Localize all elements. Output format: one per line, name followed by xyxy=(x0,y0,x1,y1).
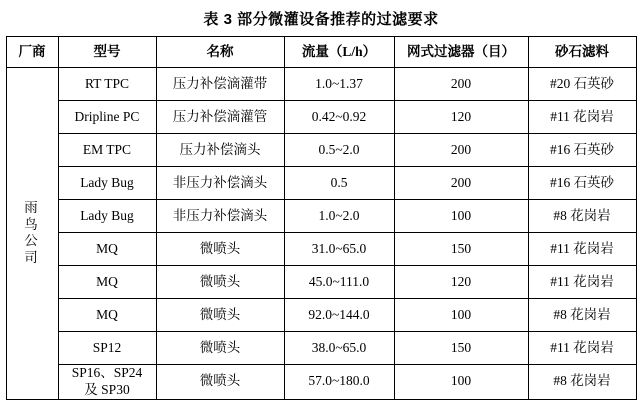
cell-sand: #11 花岗岩 xyxy=(528,332,636,365)
cell-model: EM TPC xyxy=(58,134,156,167)
cell-flow: 31.0~65.0 xyxy=(284,233,394,266)
cell-mesh: 200 xyxy=(394,68,528,101)
filtration-requirements-table xyxy=(6,36,637,400)
cell-name: 压力补偿滴灌管 xyxy=(156,101,284,134)
table-row xyxy=(6,233,636,266)
cell-sand: #8 花岗岩 xyxy=(528,200,636,233)
cell-flow: 0.42~0.92 xyxy=(284,101,394,134)
table-body xyxy=(6,68,636,400)
cell-sand: #20 石英砂 xyxy=(528,68,636,101)
table-row xyxy=(6,266,636,299)
column-header-sand: 砂石滤料 xyxy=(528,37,636,68)
cell-name: 非压力补偿滴头 xyxy=(156,167,284,200)
cell-sand: #16 石英砂 xyxy=(528,167,636,200)
cell-mesh: 150 xyxy=(394,233,528,266)
cell-mesh: 100 xyxy=(394,365,528,400)
table-row xyxy=(6,200,636,233)
cell-flow: 0.5~2.0 xyxy=(284,134,394,167)
cell-sand: #8 花岗岩 xyxy=(528,299,636,332)
cell-name: 微喷头 xyxy=(156,365,284,400)
cell-flow: 45.0~111.0 xyxy=(284,266,394,299)
cell-name: 微喷头 xyxy=(156,299,284,332)
table-caption: 表 3 部分微灌设备推荐的过滤要求 xyxy=(203,11,439,28)
cell-flow: 92.0~144.0 xyxy=(284,299,394,332)
cell-mesh: 120 xyxy=(394,101,528,134)
cell-name: 微喷头 xyxy=(156,233,284,266)
cell-flow: 38.0~65.0 xyxy=(284,332,394,365)
cell-name: 微喷头 xyxy=(156,332,284,365)
cell-mesh: 120 xyxy=(394,266,528,299)
cell-sand: #16 石英砂 xyxy=(528,134,636,167)
cell-model: Lady Bug xyxy=(58,200,156,233)
table-row xyxy=(6,167,636,200)
cell-model: SP16、SP24 及 SP30 xyxy=(58,365,156,400)
cell-flow: 1.0~2.0 xyxy=(284,200,394,233)
column-header-vendor: 厂商 xyxy=(6,37,58,68)
cell-sand: #11 花岗岩 xyxy=(528,101,636,134)
vendor-char: 雨 xyxy=(24,199,40,215)
cell-mesh: 200 xyxy=(394,134,528,167)
cell-flow: 1.0~1.37 xyxy=(284,68,394,101)
vendor-char: 司 xyxy=(24,250,40,266)
table-row xyxy=(6,365,636,400)
cell-flow: 57.0~180.0 xyxy=(284,365,394,400)
cell-mesh: 100 xyxy=(394,200,528,233)
cell-flow: 0.5 xyxy=(284,167,394,200)
cell-sand: #11 花岗岩 xyxy=(528,266,636,299)
vendor-char: 公 xyxy=(24,233,40,249)
cell-sand: #8 花岗岩 xyxy=(528,365,636,400)
cell-sand: #11 花岗岩 xyxy=(528,233,636,266)
table-row xyxy=(6,299,636,332)
column-header-mesh: 网式过滤器（目） xyxy=(394,37,528,68)
vendor-char: 鸟 xyxy=(24,216,40,232)
column-header-model: 型号 xyxy=(58,37,156,68)
cell-mesh: 150 xyxy=(394,332,528,365)
cell-model: Lady Bug xyxy=(58,167,156,200)
table-row xyxy=(6,134,636,167)
cell-name: 微喷头 xyxy=(156,266,284,299)
table-row xyxy=(6,68,636,101)
vendor-cell xyxy=(6,68,58,400)
cell-name: 非压力补偿滴头 xyxy=(156,200,284,233)
cell-name: 压力补偿滴灌带 xyxy=(156,68,284,101)
table-row xyxy=(6,332,636,365)
cell-model: RT TPC xyxy=(58,68,156,101)
table-header xyxy=(6,37,636,68)
table-row xyxy=(6,101,636,134)
cell-model: MQ xyxy=(58,233,156,266)
cell-model: SP12 xyxy=(58,332,156,365)
column-header-name: 名称 xyxy=(156,37,284,68)
header-row xyxy=(6,37,636,68)
cell-mesh: 100 xyxy=(394,299,528,332)
column-header-flow: 流量（L/h） xyxy=(284,37,394,68)
cell-model: Dripline PC xyxy=(58,101,156,134)
cell-mesh: 200 xyxy=(394,167,528,200)
cell-name: 压力补偿滴头 xyxy=(156,134,284,167)
cell-model: MQ xyxy=(58,266,156,299)
cell-model: MQ xyxy=(58,299,156,332)
